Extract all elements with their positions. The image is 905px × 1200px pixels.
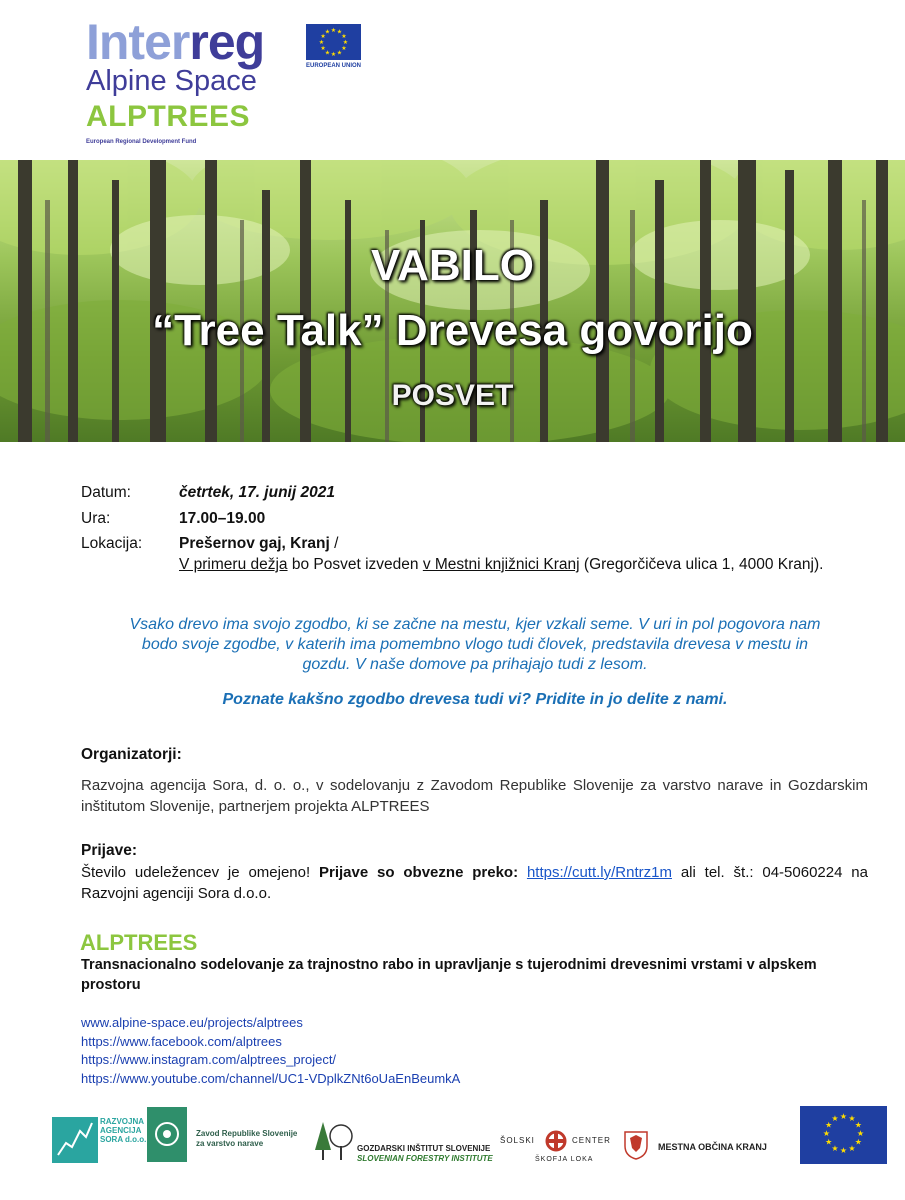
zrsvn-line-1: Zavod Republike Slovenije [196, 1129, 298, 1138]
fund-label: European Regional Development Fund [86, 139, 197, 145]
zrsvn-line-2: za varstvo narave [196, 1139, 264, 1148]
eu-flag-footer-icon [800, 1106, 887, 1164]
svg-text:★: ★ [324, 49, 331, 57]
sora-line-3: SORA d.o.o. [100, 1135, 147, 1144]
location-value [179, 534, 338, 554]
rain-text: bo Posvet izveden [287, 556, 423, 573]
date-label: Datum: [81, 484, 131, 501]
event-name: “Tree Talk” Drevesa govorijo [152, 306, 753, 355]
time-value: 17.00–19.00 [179, 510, 266, 527]
svg-text:★: ★ [854, 1137, 862, 1147]
sora-logo-icon [52, 1117, 98, 1163]
svg-text:★: ★ [825, 1120, 833, 1130]
link-youtube[interactable]: https://www.youtube.com/channel/UC1-VDplkZNt6oUaEnBeumkA [81, 1071, 461, 1087]
svg-text:★: ★ [822, 1129, 831, 1138]
svg-text:★: ★ [848, 1143, 856, 1153]
time-label: Ura: [81, 510, 111, 527]
registration-required: Prijave so obvezne preko: [319, 864, 519, 881]
link-alpine-space[interactable]: www.alpine-space.eu/projects/alptrees [81, 1015, 303, 1030]
registration-heading: Prijave: [81, 842, 138, 859]
svg-text:★: ★ [839, 1112, 848, 1121]
svg-text:★: ★ [341, 33, 347, 40]
interreg-logo-part2: reg [189, 14, 265, 70]
rain-phrase: V primeru dežja [179, 556, 288, 573]
registration-link[interactable]: https://cutt.ly/Rntrz1m [526, 864, 672, 881]
alptrees-title: ALPTREES [80, 930, 198, 955]
svg-text:★: ★ [330, 27, 337, 34]
svg-text:★: ★ [854, 1120, 862, 1130]
svg-text:★: ★ [320, 33, 326, 40]
registration-limit: Število udeležencev je omejeno! [81, 864, 319, 881]
sora-line-1: RAZVOJNA [100, 1117, 145, 1126]
location-label: Lokacija: [81, 535, 143, 552]
svg-text:★: ★ [336, 28, 343, 36]
svg-text:★: ★ [831, 1143, 839, 1153]
organizers-text: Razvojna agencija Sora, d. o. o., v sodelovanju z Zavodom Republike Slovenije za varstvo narave in Gozdarskim inštitutom Slovenije, partnerjem projekta ALPTREES [81, 777, 868, 815]
eu-label: EUROPEAN UNION [306, 63, 362, 69]
event-type: POSVET [391, 379, 514, 412]
intro-line-2: bodo svoje zgodbe, v katerih ima pomembno vlogo tudi človek, predstavila drevesa v mestu in [141, 636, 809, 653]
link-instagram[interactable]: https://www.instagram.com/alptrees_project/ [81, 1052, 337, 1068]
solski-word-3: ŠKOFJA LOKA [535, 1156, 594, 1163]
location-separator: / [329, 535, 339, 552]
kranj-coat-of-arms-icon [623, 1130, 649, 1160]
svg-text:★: ★ [318, 39, 325, 46]
registration-text [81, 862, 868, 904]
alptrees-subtitle: Transnacionalno sodelovanje za trajnostno rabo in upravljanje s tujerodnimi drevesnimi vrstami v alpskem prostoru [81, 957, 817, 993]
intro-line-1: Vsako drevo ima svojo zgodbo, ki se začne na mestu, kjer vzkali seme. V uri in pol pogovora nam [129, 616, 821, 633]
intro-line-3: gozdu. V naše domove pa prihajajo tudi z lesom. [302, 656, 648, 673]
alpine-space-logo: Alpine Space [86, 65, 257, 97]
interreg-logo [86, 14, 264, 70]
gozdarski-line-1: GOZDARSKI INŠTITUT SLOVENIJE [357, 1144, 491, 1153]
library-address: (Gregorčičeva ulica 1, 4000 Kranj). [579, 556, 824, 573]
location-main: Prešernov gaj, Kranj [179, 535, 330, 552]
project-links [81, 1014, 460, 1089]
organizers-heading: Organizatorji: [81, 746, 182, 763]
sora-line-2: AGENCIJA [100, 1126, 142, 1135]
eu-flag-icon [306, 24, 361, 60]
kranj-logo-text: MESTNA OBČINA KRANJ [658, 1142, 767, 1152]
rain-location-note [179, 555, 823, 575]
solski-word-2: CENTER [572, 1136, 611, 1145]
date-value: četrtek, 17. junij 2021 [179, 484, 335, 501]
link-facebook[interactable]: https://www.facebook.com/alptrees [81, 1033, 282, 1049]
svg-text:★: ★ [330, 51, 337, 58]
invitation-title: VABILO [371, 241, 534, 290]
svg-text:★: ★ [825, 1137, 833, 1147]
alptrees-logo: ALPTREES [86, 100, 251, 133]
svg-text:★: ★ [324, 28, 331, 36]
svg-text:★: ★ [856, 1129, 865, 1138]
forest-tree-icon [313, 1120, 353, 1162]
svg-text:★: ★ [341, 45, 347, 52]
svg-text:★: ★ [848, 1114, 856, 1124]
svg-text:★: ★ [342, 39, 349, 46]
gozdarski-line-2: SLOVENIAN FORESTRY INSTITUTE [357, 1154, 493, 1163]
library-phrase: v Mestni knjižnici Kranj [422, 556, 580, 573]
intro-question: Poznate kakšno zgodbo drevesa tudi vi? Pridite in jo delite z nami. [222, 691, 728, 708]
registration-phone: ali tel. št.: 04-5060224 na Razvojni agenciji Sora d.o.o. [81, 864, 868, 902]
svg-text:★: ★ [336, 49, 343, 57]
svg-text:★: ★ [839, 1146, 848, 1155]
sora-logo-text [100, 1117, 146, 1144]
svg-text:★: ★ [831, 1114, 839, 1124]
solski-word-1: ŠOLSKI [500, 1136, 535, 1145]
gozdarski-logo-text [357, 1144, 493, 1164]
zrsvn-logo-text [196, 1129, 297, 1149]
zrsvn-logo-icon [147, 1107, 187, 1162]
svg-text:★: ★ [320, 45, 326, 52]
solski-center-icon [545, 1130, 567, 1152]
interreg-logo-part1: Inter [86, 14, 190, 70]
